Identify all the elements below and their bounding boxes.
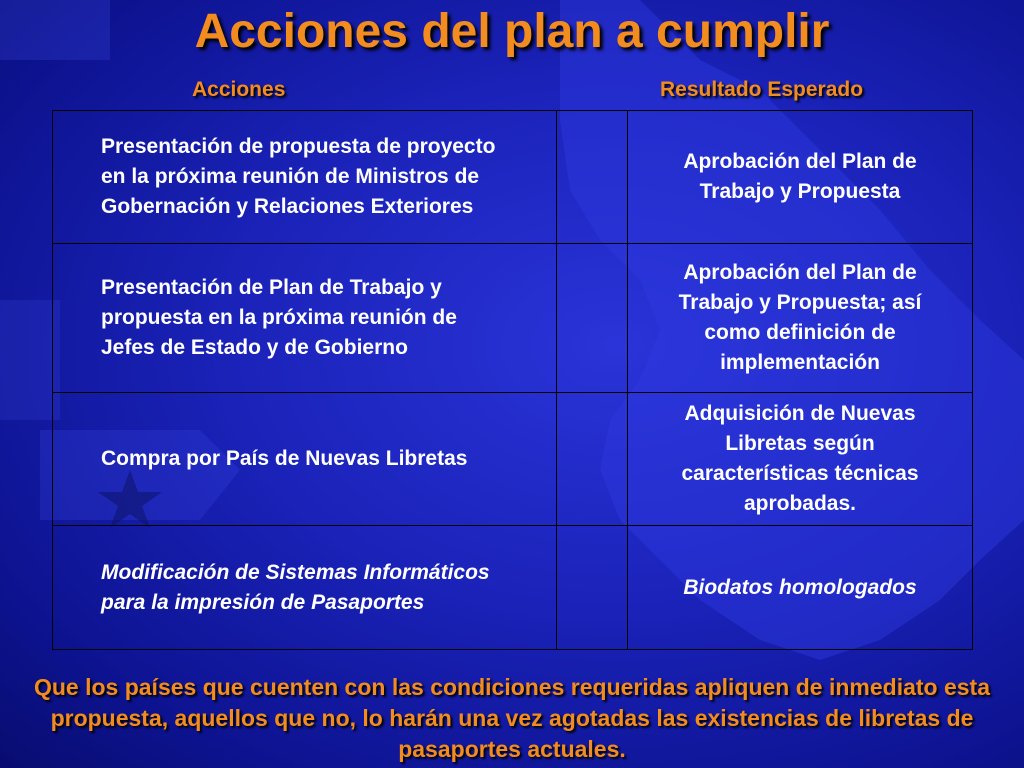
- accion-cell: [53, 526, 557, 650]
- empty-cell: [557, 111, 628, 244]
- table-row: [53, 244, 973, 393]
- resultado-text: Biodatos homologados: [683, 575, 917, 599]
- table-row: [53, 393, 973, 526]
- slide-title: Acciones del plan a cumplir: [194, 5, 830, 58]
- header-acciones: Acciones: [192, 78, 286, 101]
- accion-text: Modificación de Sistemas Informáticos para la impresión de Pasaportes: [101, 560, 490, 614]
- empty-cell: [557, 526, 628, 650]
- resultado-text: Aprobación del Plan de Trabajo y Propuesta: [683, 150, 917, 203]
- table-row: [53, 111, 973, 244]
- accion-text: Presentación de Plan de Trabajo y propuesta en la próxima reunión de Jefes de Estado y de Gobierno: [101, 276, 457, 359]
- resultado-cell: [628, 393, 973, 526]
- accion-text: Presentación de propuesta de proyecto en la próxima reunión de Ministros de Gobernación y Relaciones Exteriores: [101, 135, 496, 218]
- footer-note: Que los países que cuenten con las condiciones requeridas apliquen de inmediato esta propuesta, aquellos que no, lo harán una vez agotadas las existencias de libretas de pasaportes actuales.: [33, 674, 991, 762]
- resultado-cell: [628, 526, 973, 650]
- accion-cell: [53, 244, 557, 393]
- resultado-text: Aprobación del Plan de Trabajo y Propuesta; así como definición de implementación: [678, 261, 922, 374]
- accion-cell: [53, 393, 557, 526]
- header-resultado-esperado: Resultado Esperado: [660, 78, 864, 101]
- resultado-cell: [628, 244, 973, 393]
- table-row: [53, 526, 973, 650]
- resultado-cell: [628, 111, 973, 244]
- accion-cell: [53, 111, 557, 244]
- actions-table: [52, 110, 973, 650]
- empty-cell: [557, 393, 628, 526]
- empty-cell: [557, 244, 628, 393]
- resultado-text: Adquisición de Nuevas Libretas según características técnicas aprobadas.: [681, 402, 919, 515]
- accion-text: Compra por País de Nuevas Libretas: [101, 447, 468, 470]
